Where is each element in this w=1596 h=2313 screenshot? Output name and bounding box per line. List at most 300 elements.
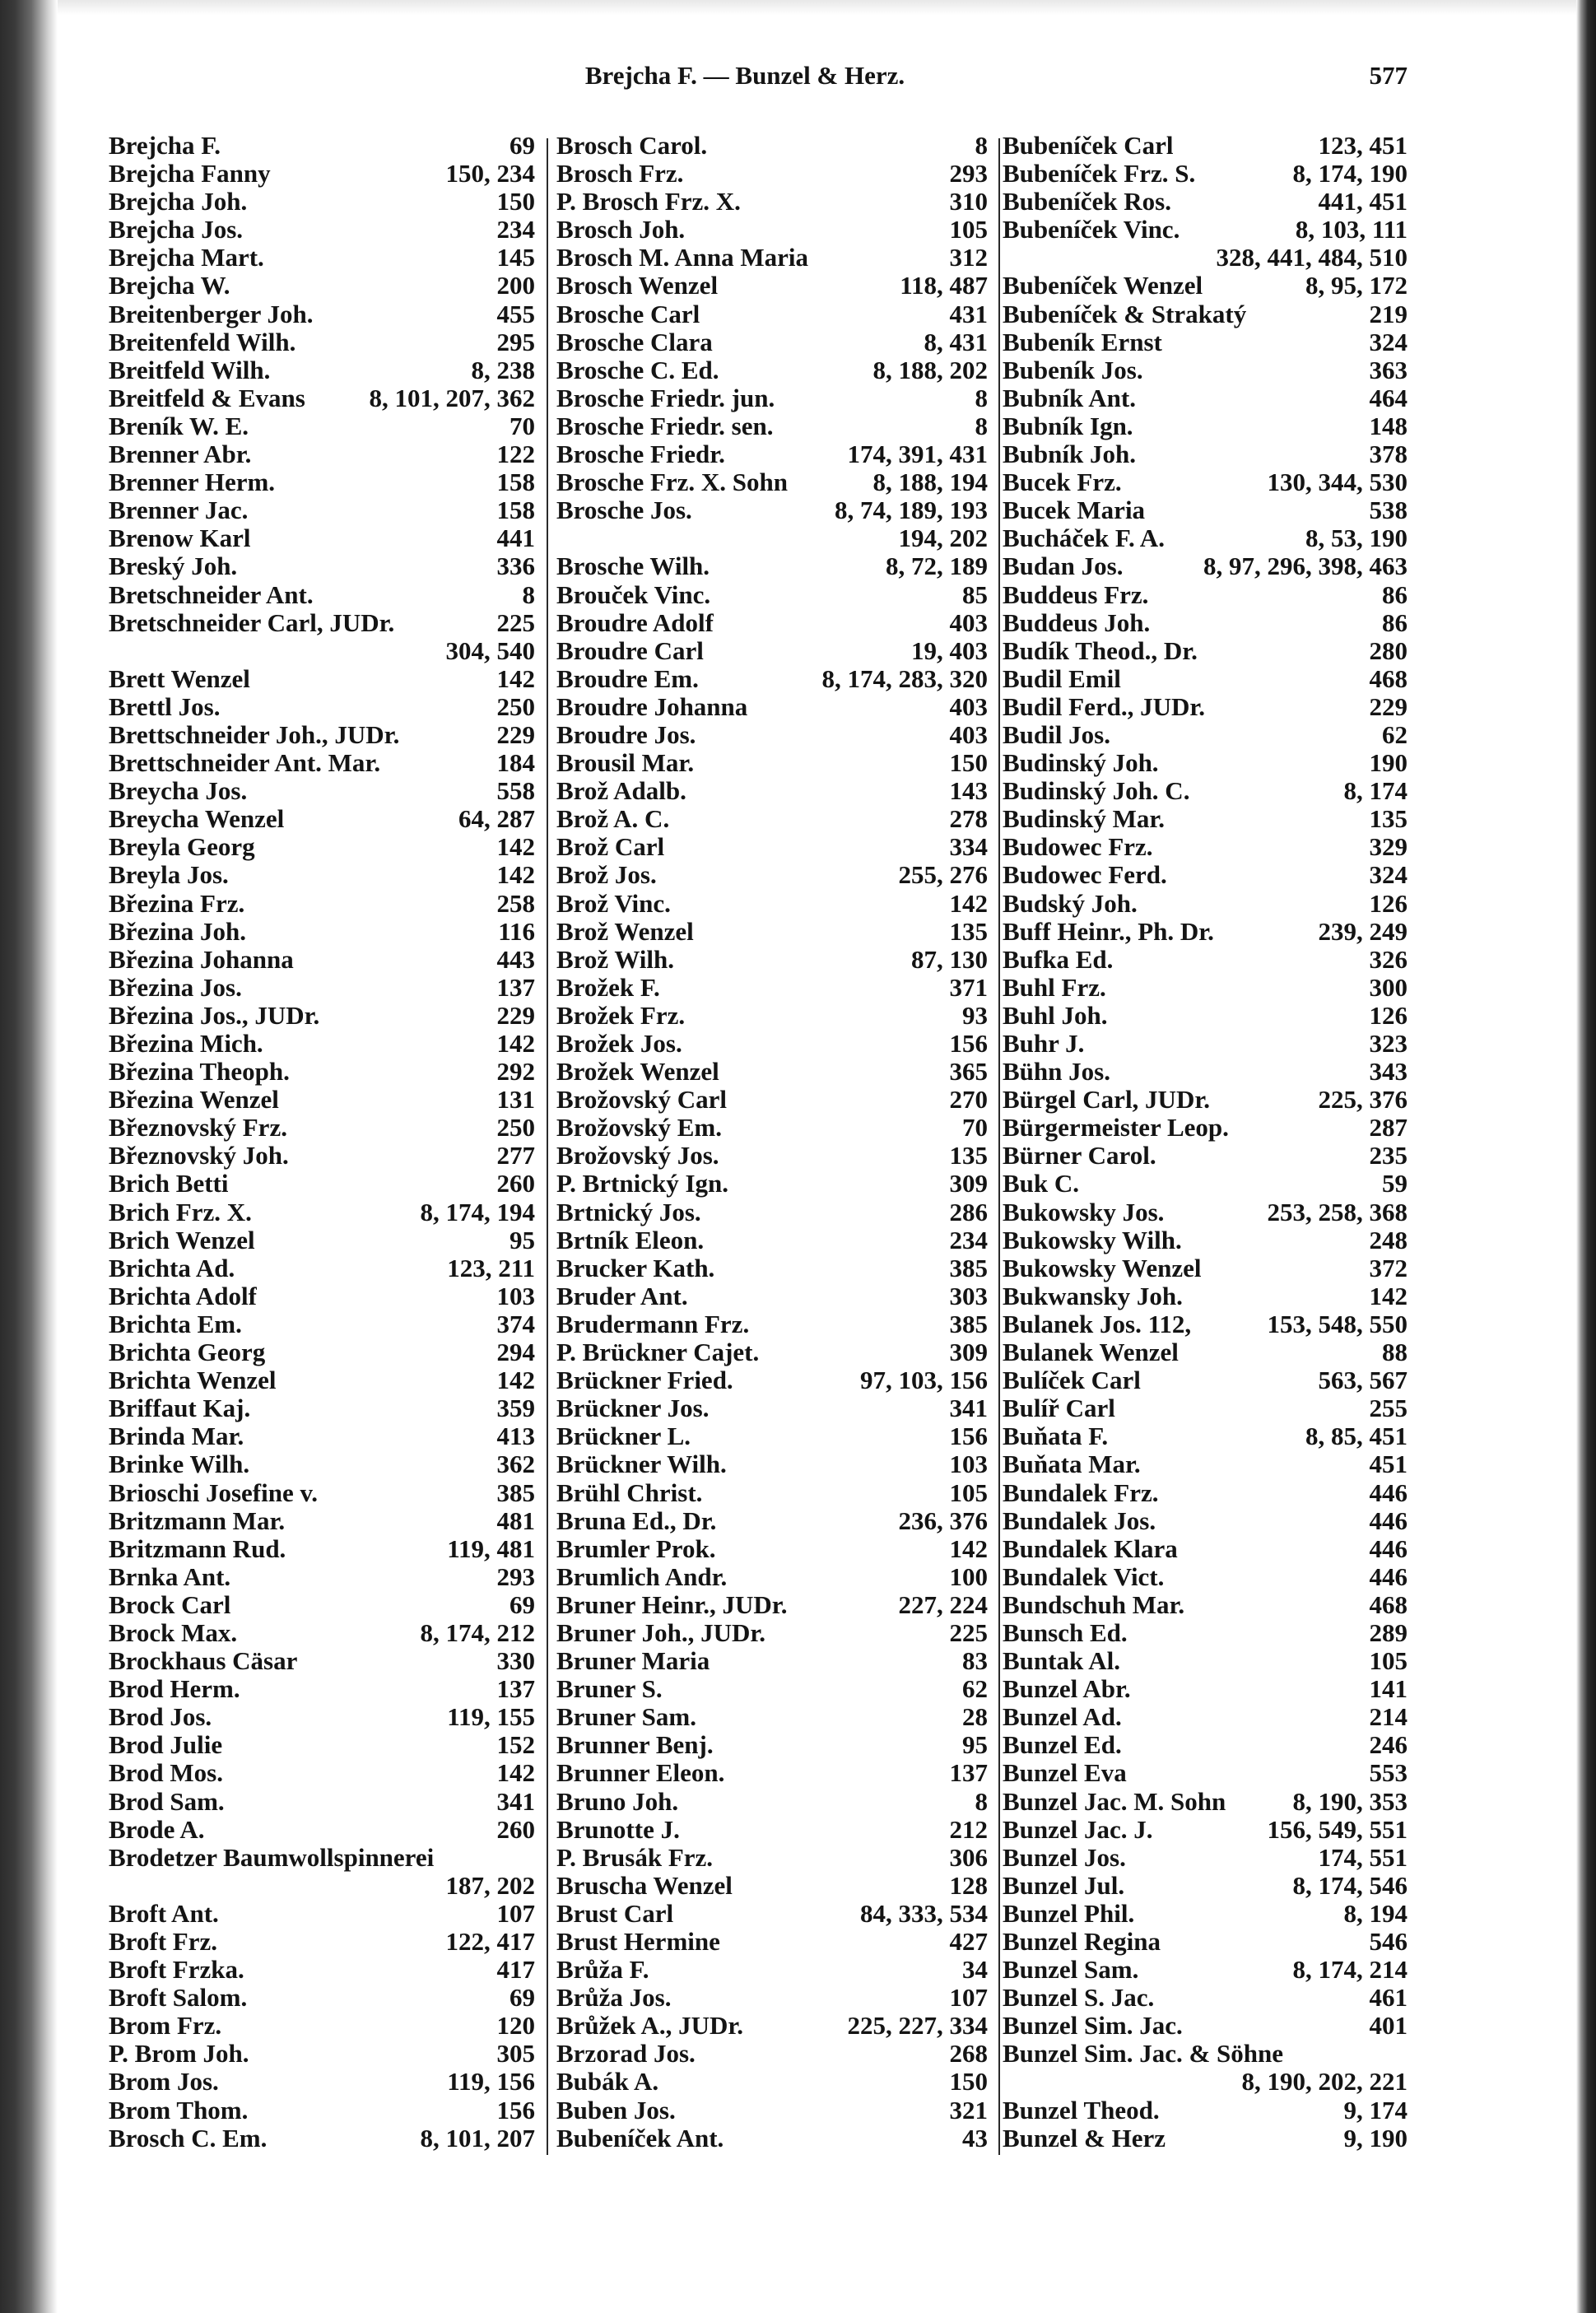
index-entry [556,693,988,721]
entry-name: Brich Betti [109,1170,229,1198]
entry-pages: 8 [975,131,988,160]
entry-pages: 8, 95, 172 [1305,271,1408,300]
entry-pages: 86 [1382,607,1408,637]
entry-name: Bunzel Abr. [1003,1675,1131,1704]
entry-pages: 142 [1369,1281,1408,1310]
index-entry [556,1731,988,1759]
entry-pages: 403 [949,691,988,721]
entry-pages: 260 [496,1814,535,1844]
index-entry [556,1703,988,1731]
index-entry [1003,1058,1408,1086]
entry-name: Bunzel Jul. [1003,1871,1125,1900]
entry-name: Bubák A. [556,2068,659,2097]
entry-pages: 225, 376 [1318,1085,1408,1115]
index-entry [109,1058,535,1086]
entry-pages: 150 [949,748,988,778]
entry-name: Brosche Clara [556,328,713,356]
index-entry [1003,665,1408,693]
entry-pages: 343 [1369,1057,1408,1087]
entry-name: Buňata F. [1003,1422,1109,1451]
index-entry [109,946,535,974]
entry-pages: 130, 344, 530 [1267,468,1408,497]
entry-pages: 158 [496,496,535,525]
entry-name: Buntak Al. [1003,1647,1121,1676]
index-entry [1003,1788,1408,1816]
entry-pages: 148 [1369,411,1408,440]
entry-pages: 538 [1369,496,1408,525]
entry-name: Bunzel & Herz [1003,2124,1166,2152]
entry-name: Brückner Fried. [556,1366,733,1395]
entry-name: Bruner Joh., JUDr. [556,1618,766,1647]
entry-pages: 330 [496,1646,535,1676]
entry-pages: 8, 74, 189, 193 [835,496,988,525]
entry-name: Brůža F. [556,1956,649,1985]
index-entry [1003,1030,1408,1058]
entry-name: Brosche Jos. [556,496,692,525]
entry-name: Budan Jos. [1003,552,1124,581]
entry-pages: 142 [949,888,988,918]
entry-pages: 150, 234 [445,159,535,188]
entry-pages: 248 [1369,1225,1408,1254]
entry-name: Březina Jos., JUDr. [109,1001,320,1030]
entry-pages: 277 [496,1141,535,1170]
index-entry [109,1619,535,1647]
entry-pages: 150 [949,2067,988,2097]
entry-pages: 8, 194 [1343,1898,1408,1928]
index-entry [556,1058,988,1086]
index-entry [556,468,988,496]
index-entry-continuation [556,524,988,552]
entry-pages: 9, 174 [1343,2095,1408,2125]
entry-name: Bulíček Carl [1003,1366,1141,1395]
entry-pages: 105 [949,215,988,244]
entry-pages: 239, 249 [1318,916,1408,946]
entry-pages: 126 [1369,1000,1408,1030]
entry-name: Brodetzer Baumwollspinnerei [109,1843,435,1872]
index-entry [1003,1086,1408,1114]
index-entry [109,272,535,300]
entry-name: Buben Jos. [556,2096,676,2125]
entry-pages: 8, 188, 202 [872,355,988,384]
index-entry [556,1956,988,1984]
entry-pages: 128 [949,1870,988,1900]
index-entry [109,1788,535,1816]
index-entry [109,805,535,833]
entry-name: Bundalek Jos. [1003,1506,1156,1535]
index-entry [109,1984,535,2012]
index-entry [109,665,535,693]
entry-pages: 225 [949,1617,988,1647]
entry-name: Britzmann Rud. [109,1534,286,1563]
entry-pages: 309 [949,1169,988,1198]
entry-name: Bruner Maria [556,1647,710,1676]
index-entry [556,1450,988,1478]
entry-pages: 156 [949,1029,988,1058]
index-entry [109,1450,535,1478]
entry-pages: 300 [1369,972,1408,1002]
entry-pages: 293 [496,1561,535,1591]
entry-name: Broft Salom. [109,1984,248,2013]
entry-pages: 334 [949,832,988,862]
index-entry [1003,890,1408,918]
entry-name: Bulanek Wenzel [1003,1338,1179,1367]
index-entry [109,1928,535,1956]
index-entry [556,1788,988,1816]
entry-pages: 86 [1382,579,1408,609]
entry-name: Brunner Eleon. [556,1759,725,1788]
index-entry [1003,216,1408,244]
entry-name: Bruder Ant. [556,1282,688,1310]
entry-pages: 119, 481 [447,1533,535,1563]
entry-name: Bulanek Jos. 112, [1003,1310,1192,1338]
index-entry [109,749,535,777]
entry-pages: 8, 188, 194 [872,468,988,497]
entry-pages: 229 [496,1000,535,1030]
entry-pages: 225, 227, 334 [847,2011,988,2041]
index-entry [556,1142,988,1170]
index-entry [1003,833,1408,861]
entry-name: Bunzel Jac. J. [1003,1815,1153,1844]
entry-name: Brenner Abr. [109,440,252,469]
entry-name: Březnovský Frz. [109,1114,287,1143]
index-entry [1003,356,1408,384]
entry-name: Brejcha Jos. [109,216,244,244]
index-entry [109,1114,535,1142]
entry-name: Březina Johanna [109,945,294,974]
entry-pages: 85 [962,579,988,609]
index-entry [109,2012,535,2040]
entry-name: Bunzel Jac. M. Sohn [1003,1787,1226,1816]
index-entry [109,693,535,721]
entry-pages: 365 [949,1057,988,1087]
entry-pages: 62 [962,1674,988,1704]
entry-pages: 88 [1382,1338,1408,1367]
entry-name: Breitenberger Joh. [109,300,314,328]
entry-name: Březina Jos. [109,973,242,1002]
entry-pages: 329 [1369,832,1408,862]
entry-pages: 278 [949,804,988,834]
entry-name: Bunzel Sam. [1003,1956,1139,1985]
entry-name: Buddeus Joh. [1003,608,1151,637]
index-entry [556,1254,988,1282]
index-entry [1003,1394,1408,1422]
entry-pages: 286 [949,1197,988,1226]
entry-name: Brom Frz. [109,2012,222,2041]
entry-pages: 446 [1369,1506,1408,1535]
entry-name: Bubeníček Carl [1003,132,1174,160]
entry-pages: 229 [496,719,535,749]
entry-name: Buff Heinr., Ph. Dr. [1003,917,1214,946]
entry-name: Bunzel S. Jac. [1003,1984,1155,2013]
index-entry [1003,188,1408,216]
index-entry-continuation [109,1872,535,1900]
index-entry [109,1816,535,1844]
index-entry [556,2068,988,2096]
index-entry [109,2125,535,2152]
entry-name: Bürner Carol. [1003,1142,1156,1170]
entry-name: Březina Mich. [109,1030,263,1058]
entry-name: Brousil Mar. [556,749,695,778]
entry-name: Bukwansky Joh. [1003,1282,1183,1310]
entry-name: Brouček Vinc. [556,580,711,609]
entry-name: Brode A. [109,1815,205,1844]
index-entry [556,272,988,300]
entry-name: Budil Ferd., JUDr. [1003,692,1206,721]
entry-pages: 119, 155 [447,1702,535,1732]
entry-name: Broft Ant. [109,1899,219,1928]
index-entry [1003,946,1408,974]
index-entry [556,2125,988,2152]
entry-pages: 403 [949,719,988,749]
index-entry [1003,272,1408,300]
entry-name: Breyla Georg [109,833,255,862]
entry-name: Budinský Joh. [1003,749,1159,778]
entry-name: Bucek Frz. [1003,468,1122,497]
index-entry [556,1422,988,1450]
index-entry [556,1282,988,1310]
entry-pages: 83 [962,1646,988,1676]
entry-pages: 8 [975,411,988,440]
entry-name: Brosch Wenzel [556,272,719,300]
index-entry [109,440,535,468]
index-entry [109,581,535,609]
index-entry [556,777,988,805]
entry-pages: 268 [949,2039,988,2069]
index-entry [109,1170,535,1198]
index-entry [556,1872,988,1900]
entry-name: Bukowsky Jos. [1003,1198,1165,1226]
index-entry [1003,2040,1408,2068]
entry-name: Bruner S. [556,1675,663,1704]
entry-pages: 174, 551 [1318,1842,1408,1872]
index-entry [109,1647,535,1675]
entry-name: P. Brtnický Ign. [556,1170,729,1198]
index-entry [109,1507,535,1535]
page-number: 577 [1369,61,1408,90]
index-entry [1003,1198,1408,1226]
index-entry [556,890,988,918]
entry-name: Bruscha Wenzel [556,1871,733,1900]
entry-pages: 401 [1369,2011,1408,2041]
entry-pages: 225 [496,607,535,637]
index-entry [1003,1254,1408,1282]
entry-name: Bubeníček Vinc. [1003,216,1180,244]
entry-name: Breitfeld & Evans [109,384,305,412]
index-entry [1003,300,1408,328]
entry-pages: 8 [975,383,988,412]
index-entry [556,1647,988,1675]
entry-pages: 137 [496,972,535,1002]
index-entry-continuation [109,637,535,665]
entry-pages: 323 [1369,1029,1408,1058]
entry-pages: 451 [1369,1450,1408,1479]
entry-name: Budowec Ferd. [1003,861,1167,890]
entry-pages: 8, 190, 353 [1292,1786,1408,1816]
entry-name: Bunzel Sim. Jac. & Söhne [1003,2040,1284,2069]
entry-name: Buhl Joh. [1003,1001,1108,1030]
entry-name: Brust Carl [556,1899,674,1928]
entry-pages: 455 [496,299,535,328]
index-entry [1003,1563,1408,1591]
entry-name: Broudre Jos. [556,720,696,749]
entry-pages: 236, 376 [898,1506,988,1535]
entry-name: Bruna Ed., Dr. [556,1506,717,1535]
entry-pages: 119, 156 [447,2067,535,2097]
index-column-3 [1003,132,1408,2165]
scan-right-edge [1576,0,1596,2313]
index-entry [556,2097,988,2125]
entry-pages: 59 [1382,1169,1408,1198]
index-entry [109,132,535,160]
entry-name: Buhl Frz. [1003,973,1106,1002]
entry-pages: 253, 258, 368 [1267,1197,1408,1226]
index-entry [556,356,988,384]
entry-pages: 328, 441, 484, 510 [1216,243,1408,272]
entry-pages: 184 [496,748,535,778]
entry-pages: 413 [496,1422,535,1451]
entry-name: Brenner Herm. [109,468,276,497]
entry-pages: 95 [510,1225,535,1254]
entry-pages: 446 [1369,1478,1408,1507]
entry-name: Brosche Friedr. jun. [556,384,775,412]
index-entry [1003,1422,1408,1450]
index-entry [1003,805,1408,833]
entry-name: Bunzel Eva [1003,1759,1127,1788]
column-divider [547,138,548,2155]
entry-pages: 8, 97, 296, 398, 463 [1203,551,1408,581]
entry-pages: 292 [496,1057,535,1087]
entry-pages: 62 [1382,719,1408,749]
index-entry [1003,1282,1408,1310]
index-entry [556,1619,988,1647]
entry-name: Brom Jos. [109,2068,219,2097]
index-entry [556,496,988,524]
entry-pages: 403 [949,607,988,637]
entry-pages: 417 [496,1955,535,1985]
index-entry [1003,1619,1408,1647]
entry-pages: 481 [496,1506,535,1535]
index-entry [556,1816,988,1844]
entry-pages: 135 [1369,804,1408,834]
index-entry [1003,524,1408,552]
entry-pages: 214 [1369,1702,1408,1732]
entry-pages: 143 [949,776,988,806]
index-entry [1003,1366,1408,1394]
entry-name: Brod Jos. [109,1703,212,1732]
entry-pages: 8 [522,579,535,609]
entry-name: Bubeníček Ant. [556,2124,724,2152]
entry-pages: 122, 417 [445,1927,535,1956]
index-entry [109,1338,535,1366]
entry-name: Brioschi Josefine v. [109,1478,319,1507]
entry-name: Bunzel Regina [1003,1928,1161,1956]
entry-pages: 385 [949,1309,988,1338]
entry-pages: 95 [962,1730,988,1760]
index-entry [556,1338,988,1366]
entry-pages: 441, 451 [1318,187,1408,216]
index-entry [556,581,988,609]
entry-pages: 464 [1369,383,1408,412]
index-entry [109,1226,535,1254]
entry-name: Brosche Carl [556,300,700,328]
entry-pages: 153, 548, 550 [1267,1309,1408,1338]
entry-name: Brosch C. Em. [109,2124,268,2152]
entry-name: Bruner Sam. [556,1703,696,1732]
index-entry [556,918,988,946]
index-entry [556,1366,988,1394]
entry-name: Broft Frz. [109,1928,217,1956]
entry-name: Bubeníček Ros. [1003,188,1171,216]
entry-name: Brückner Jos. [556,1394,710,1423]
index-entry [1003,1928,1408,1956]
entry-name: Brož A. C. [556,805,670,834]
entry-name: Brumler Prok. [556,1534,716,1563]
entry-name: Budinský Joh. C. [1003,777,1190,806]
entry-pages: 200 [496,271,535,300]
entry-name: Bürgel Carl, JUDr. [1003,1086,1210,1115]
entry-name: Bretschneider Ant. [109,580,314,609]
entry-pages: 341 [949,1394,988,1423]
index-entry [109,160,535,188]
entry-name: Brenow Karl [109,524,251,553]
entry-name: Brož Jos. [556,861,657,890]
index-entry [556,1002,988,1030]
entry-pages: 123, 451 [1318,131,1408,160]
index-entry [1003,412,1408,440]
index-entry [109,244,535,272]
index-entry [556,721,988,749]
entry-name: Bubeníček & Strakatý [1003,300,1247,328]
index-entry [1003,693,1408,721]
entry-name: Breycha Wenzel [109,805,285,834]
index-entry [556,637,988,665]
index-entry [556,1198,988,1226]
entry-name: Breník W. E. [109,412,249,440]
entry-pages: 310 [949,187,988,216]
entry-name: Brejcha Joh. [109,188,248,216]
index-entry [1003,1675,1408,1703]
entry-name: Brož Carl [556,833,665,862]
entry-name: Brucker Kath. [556,1254,715,1282]
index-entry [109,1142,535,1170]
index-entry [556,665,988,693]
entry-pages: 336 [496,551,535,581]
index-entry [556,1086,988,1114]
entry-pages: 105 [949,1478,988,1507]
entry-pages: 255, 276 [898,860,988,890]
entry-name: Budík Theod., Dr. [1003,636,1198,665]
entry-name: Bucek Maria [1003,496,1146,525]
entry-pages: 374 [496,1309,535,1338]
index-entry [556,412,988,440]
entry-name: Bundalek Vict. [1003,1562,1165,1591]
entry-pages: 309 [949,1338,988,1367]
index-entry [109,974,535,1002]
entry-name: Budinský Mar. [1003,805,1165,834]
index-entry [109,1731,535,1759]
entry-pages: 303 [949,1281,988,1310]
entry-name: Breyla Jos. [109,861,229,890]
index-entry [556,1507,988,1535]
entry-name: Brock Max. [109,1618,238,1647]
index-entry [109,468,535,496]
index-entry [556,384,988,412]
entry-pages: 289 [1369,1617,1408,1647]
index-entry [556,805,988,833]
index-entry [1003,1170,1408,1198]
entry-pages: 8, 174, 212 [420,1617,535,1647]
entry-pages: 363 [1369,355,1408,384]
